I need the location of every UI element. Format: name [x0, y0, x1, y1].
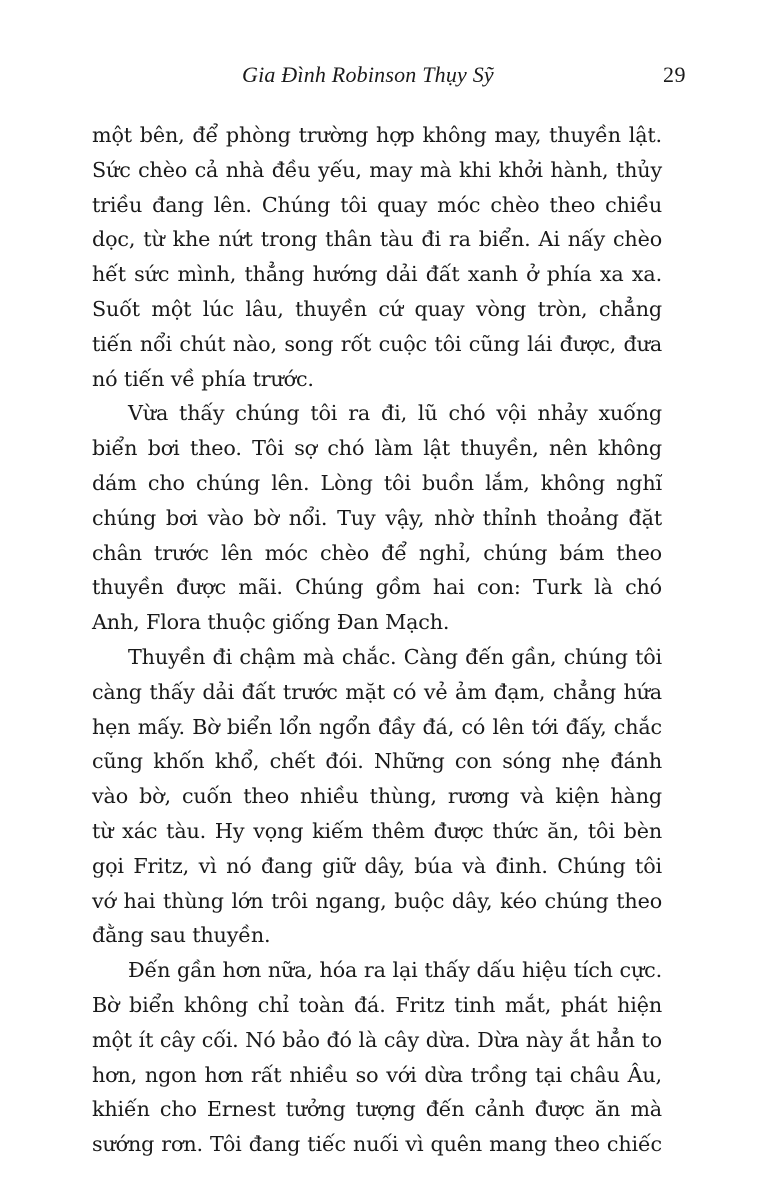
- text-line: hơn, ngon hơn rất nhiều so với dừa trồng tại châu Âu,: [92, 1062, 662, 1087]
- text-line: Thuyền đi chậm mà chắc. Càng đến gần, chúng tôi: [128, 644, 662, 669]
- text-line: chân trước lên móc chèo để nghỉ, chúng bám theo: [92, 540, 662, 565]
- text-line: Vừa thấy chúng tôi ra đi, lũ chó vội nhảy xuống: [128, 401, 662, 426]
- text-line: dám cho chúng lên. Lòng tôi buồn lắm, không nghĩ: [92, 470, 662, 495]
- text-line: gọi Fritz, vì nó đang giữ dây, búa và đinh. Chúng tôi: [92, 853, 662, 878]
- text-line: Bờ biển không chỉ toàn đá. Fritz tinh mắt, phát hiện: [92, 992, 662, 1017]
- text-line: vớ hai thùng lớn trôi ngang, buộc dây, kéo chúng theo: [92, 888, 662, 913]
- body-text: [92, 118, 662, 1162]
- text-line: chúng bơi vào bờ nổi. Tuy vậy, nhờ thỉnh thoảng đặt: [92, 505, 662, 530]
- text-line: vào bờ, cuốn theo nhiều thùng, rương và kiện hàng: [92, 784, 662, 809]
- page-number: 29: [663, 62, 686, 87]
- text-line: càng thấy dải đất trước mặt có vẻ ảm đạm, chẳng hứa: [92, 679, 662, 704]
- running-title: Gia Đình Robinson Thụy Sỹ: [242, 62, 494, 87]
- text-line: cũng khốn khổ, chết đói. Những con sóng nhẹ đánh: [92, 749, 662, 774]
- text-line: hết sức mình, thẳng hướng dải đất xanh ở phía xa xa.: [92, 262, 662, 287]
- text-line: Anh, Flora thuộc giống Đan Mạch.: [92, 610, 450, 635]
- running-header: [92, 62, 686, 92]
- text-line: từ xác tàu. Hy vọng kiếm thêm được thức ăn, tôi bèn: [92, 818, 662, 843]
- text-line: triều đang lên. Chúng tôi quay móc chèo theo chiều: [92, 192, 662, 217]
- text-line: thuyền được mãi. Chúng gồm hai con: Turk là chó: [92, 575, 662, 600]
- text-line: khiến cho Ernest tưởng tượng đến cảnh được ăn mà: [92, 1097, 662, 1122]
- text-line: nó tiến về phía trước.: [92, 366, 314, 391]
- text-line: tiến nổi chút nào, song rốt cuộc tôi cũng lái được, đưa: [92, 331, 662, 356]
- text-line: hẹn mấy. Bờ biển lổn ngổn đầy đá, có lên tới đấy, chắc: [92, 714, 662, 739]
- text-line: một ít cây cối. Nó bảo đó là cây dừa. Dừa này ắt hẳn to: [92, 1027, 662, 1052]
- text-line: biển bơi theo. Tôi sợ chó làm lật thuyền, nên không: [92, 436, 662, 461]
- text-line: một bên, để phòng trường hợp không may, thuyền lật.: [92, 123, 662, 147]
- text-line: Sức chèo cả nhà đều yếu, may mà khi khởi hành, thủy: [92, 157, 662, 182]
- text-line: đằng sau thuyền.: [92, 923, 271, 948]
- text-line: Đến gần hơn nữa, hóa ra lại thấy dấu hiệu tích cực.: [128, 958, 662, 983]
- text-line: sướng rơn. Tôi đang tiếc nuối vì quên mang theo chiếc: [92, 1132, 662, 1157]
- text-line: dọc, từ khe nứt trong thân tàu đi ra biển. Ai nấy chèo: [92, 227, 662, 252]
- text-line: Suốt một lúc lâu, thuyền cứ quay vòng tròn, chẳng: [92, 296, 662, 321]
